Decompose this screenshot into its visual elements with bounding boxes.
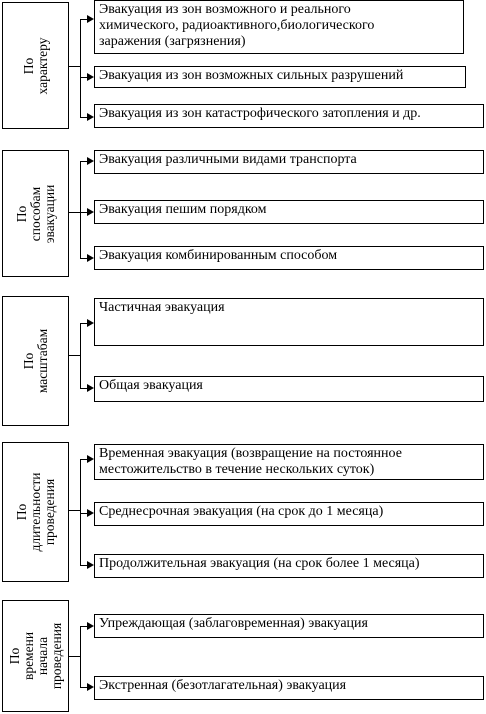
arrow-icon [87, 683, 94, 691]
connector-vertical [80, 161, 81, 258]
category-by-method [2, 150, 69, 277]
category-by-duration [2, 442, 69, 582]
arrow-icon [87, 622, 94, 630]
arrow-icon [87, 509, 94, 517]
arrow-icon [87, 254, 94, 262]
category-by-start-time-label: По времени начала проведения [6, 622, 64, 690]
arrow-icon [87, 384, 94, 392]
connector-stub [69, 355, 80, 356]
item-temporary: Временная эвакуация (возвращение на постоянное местожительство в течение нескольких суток) [94, 444, 484, 480]
item-medium-term: Среднесрочная эвакуация (на срок до 1 месяца) [94, 502, 484, 526]
arrow-icon [87, 73, 94, 81]
connector-stub [69, 510, 80, 511]
item-on-foot: Эвакуация пешим порядком [94, 200, 484, 224]
connector-stub [69, 212, 80, 213]
item-partial: Частичная эвакуация [94, 298, 484, 346]
connector-vertical [80, 323, 81, 388]
category-by-duration-label: По длительности проведения [13, 472, 57, 552]
connector-stub [69, 656, 80, 657]
category-by-nature-label: По характеру [20, 37, 50, 94]
category-by-scale-label: По масштабам [20, 328, 50, 394]
connector-stub [69, 66, 80, 67]
item-long-term: Продолжительная эвакуация (на срок более 1 месяца) [94, 554, 484, 578]
category-by-scale [2, 296, 69, 426]
arrow-icon [87, 561, 94, 569]
item-preemptive: Упреждающая (заблаговременная) эвакуация [94, 614, 484, 638]
arrow-icon [87, 455, 94, 463]
item-transport: Эвакуация различными видами транспорта [94, 150, 484, 174]
category-by-start-time [2, 600, 69, 712]
arrow-icon [87, 319, 94, 327]
item-severe-destruction: Эвакуация из зон возможных сильных разрушений [94, 66, 466, 88]
connector-vertical [80, 626, 81, 687]
arrow-icon [87, 157, 94, 165]
arrow-icon [87, 113, 94, 121]
item-chemical-radioactive-biological: Эвакуация из зон возможного и реального химического, радиоактивного,биологического заражения (загрязнения) [94, 0, 464, 54]
item-combined: Эвакуация комбинированным способом [94, 246, 484, 270]
item-flooding: Эвакуация из зон катастрофического затопления и др. [94, 104, 484, 128]
category-by-method-label: По способам эвакуации [13, 184, 57, 243]
arrow-icon [87, 208, 94, 216]
item-emergency: Экстренная (безотлагательная) эвакуация [94, 676, 484, 700]
category-by-nature [2, 2, 69, 129]
item-general: Общая эвакуация [94, 376, 484, 402]
connector-vertical [80, 19, 81, 117]
connector-vertical [80, 459, 81, 565]
arrow-icon [87, 15, 94, 23]
